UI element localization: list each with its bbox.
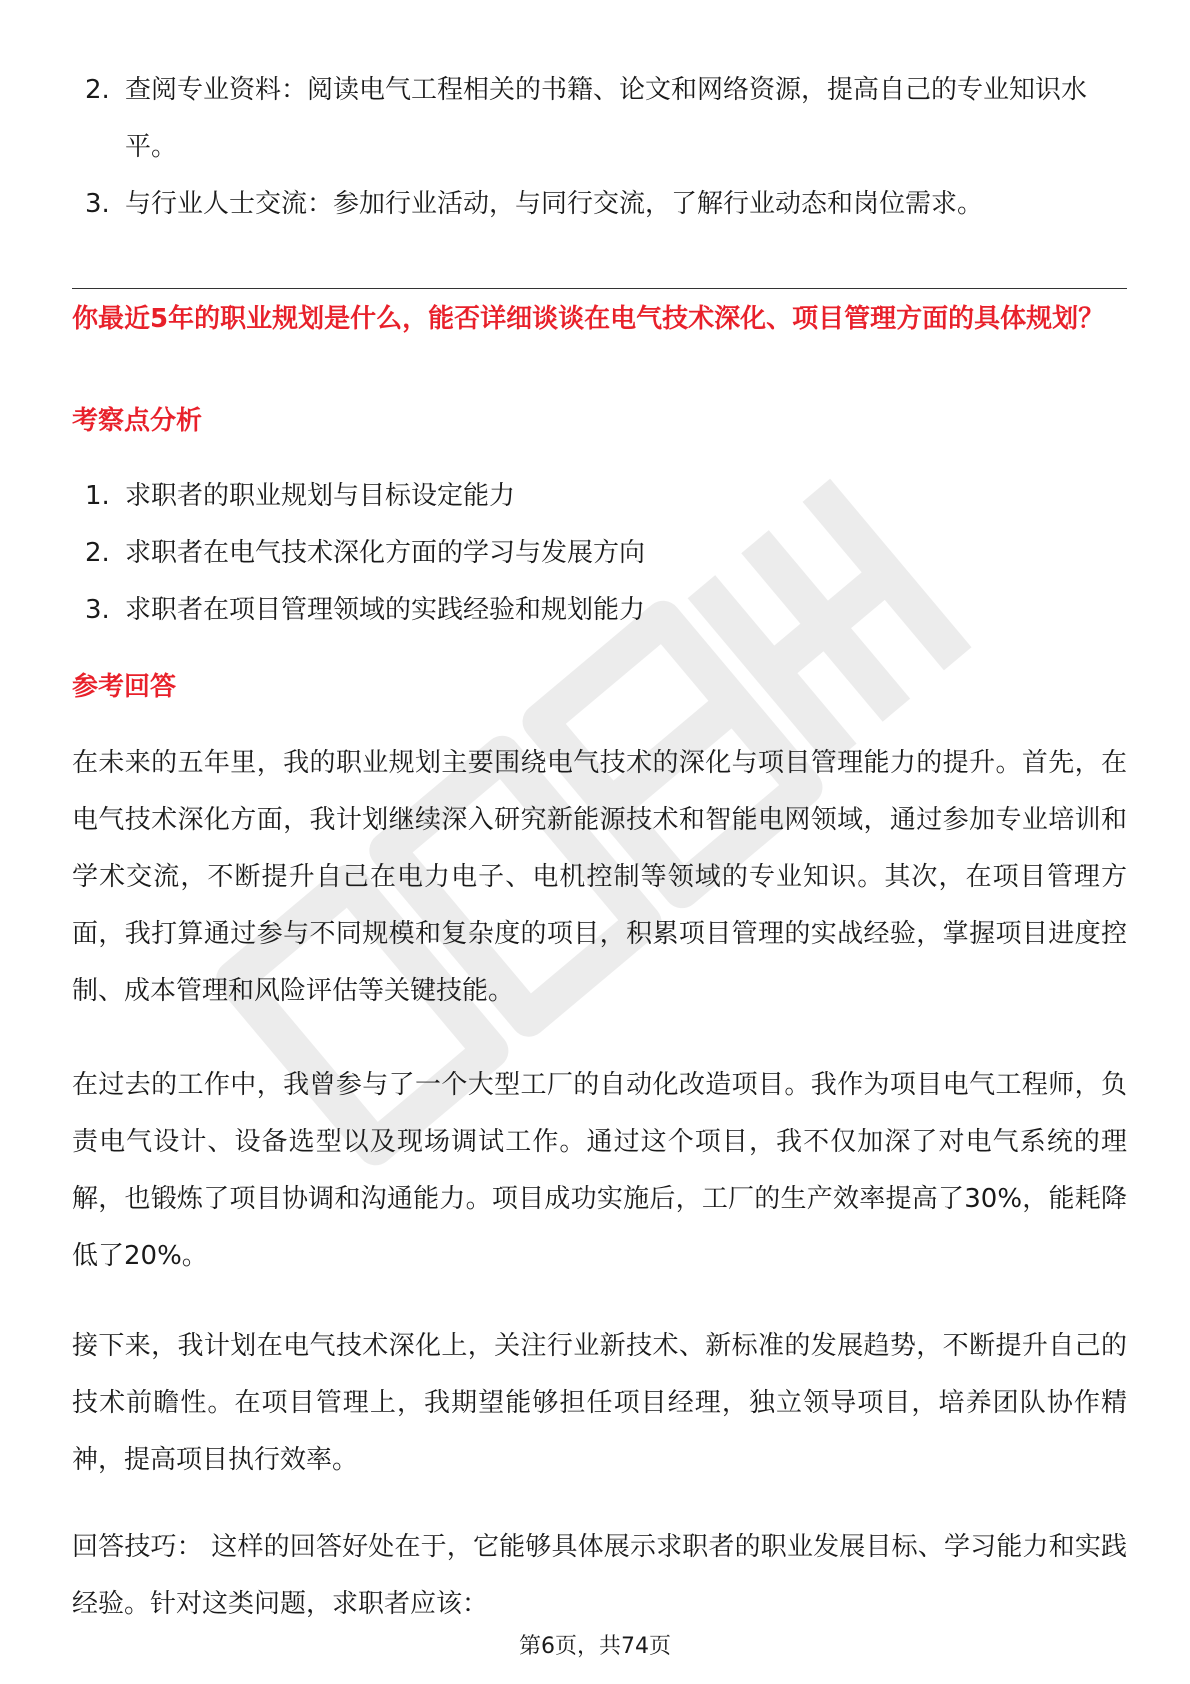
answer-tips-paragraph: 回答技巧： 这样的回答好处在于，它能够具体展示求职者的职业发展目标、学习能力和实践经验。针对这类问题，求职者应该： bbox=[72, 1532, 1127, 1619]
list-text: 查阅专业资料：阅读电气工程相关的书籍、论文和网络资源，提高自己的专业知识水平。 bbox=[125, 75, 1088, 162]
interview-question: 你最近5年的职业规划是什么，能否详细谈谈在电气技术深化、项目管理方面的具体规划？ bbox=[72, 304, 1105, 334]
list-item bbox=[85, 582, 1125, 639]
list-item bbox=[85, 176, 1125, 233]
list-text: 求职者的职业规划与目标设定能力 bbox=[125, 481, 516, 511]
list-number: 3. bbox=[85, 189, 110, 219]
list-number: 2. bbox=[85, 75, 110, 105]
answer-heading: 参考回答 bbox=[72, 672, 177, 702]
list-text: 与行业人士交流：参加行业活动，与同行交流，了解行业动态和岗位需求。 bbox=[125, 189, 984, 219]
list-item bbox=[85, 468, 1125, 525]
list-text: 求职者在电气技术深化方面的学习与发展方向 bbox=[125, 538, 646, 568]
list-item bbox=[85, 62, 1125, 176]
list-number: 1. bbox=[85, 481, 110, 511]
page-footer: 第6页，共74页 bbox=[519, 1634, 671, 1659]
list-number: 2. bbox=[85, 538, 110, 568]
analysis-heading: 考察点分析 bbox=[72, 406, 203, 436]
top-list bbox=[85, 62, 1125, 233]
answer-paragraph-3: 接下来，我计划在电气技术深化上，关注行业新技术、新标准的发展趋势，不断提升自己的技术前瞻性。在项目管理上，我期望能够担任项目经理，独立领导项目，培养团队协作精神，提高项目执行效率。 bbox=[72, 1331, 1127, 1475]
list-item bbox=[85, 525, 1125, 582]
answer-paragraph-2: 在过去的工作中，我曾参与了一个大型工厂的自动化改造项目。我作为项目电气工程师，负责电气设计、设备选型以及现场调试工作。通过这个项目，我不仅加深了对电气系统的理解，也锻炼了项目协调和沟通能力。项目成功实施后，工厂的生产效率提高了30%，能耗降低了20%。 bbox=[72, 1070, 1127, 1271]
analysis-list bbox=[85, 468, 1125, 639]
answer-paragraph-1: 在未来的五年里，我的职业规划主要围绕电气技术的深化与项目管理能力的提升。首先，在电气技术深化方面，我计划继续深入研究新能源技术和智能电网领域，通过参加专业培训和学术交流，不断提升自己在电力电子、电机控制等领域的专业知识。其次，在项目管理方面，我打算通过参与不同规模和复杂度的项目，积累项目管理的实战经验，掌握项目进度控制、成本管理和风险评估等关键技能。 bbox=[72, 748, 1127, 1006]
list-text: 求职者在项目管理领域的实践经验和规划能力 bbox=[125, 595, 646, 625]
list-number: 3. bbox=[85, 595, 110, 625]
section-divider bbox=[72, 288, 1127, 289]
